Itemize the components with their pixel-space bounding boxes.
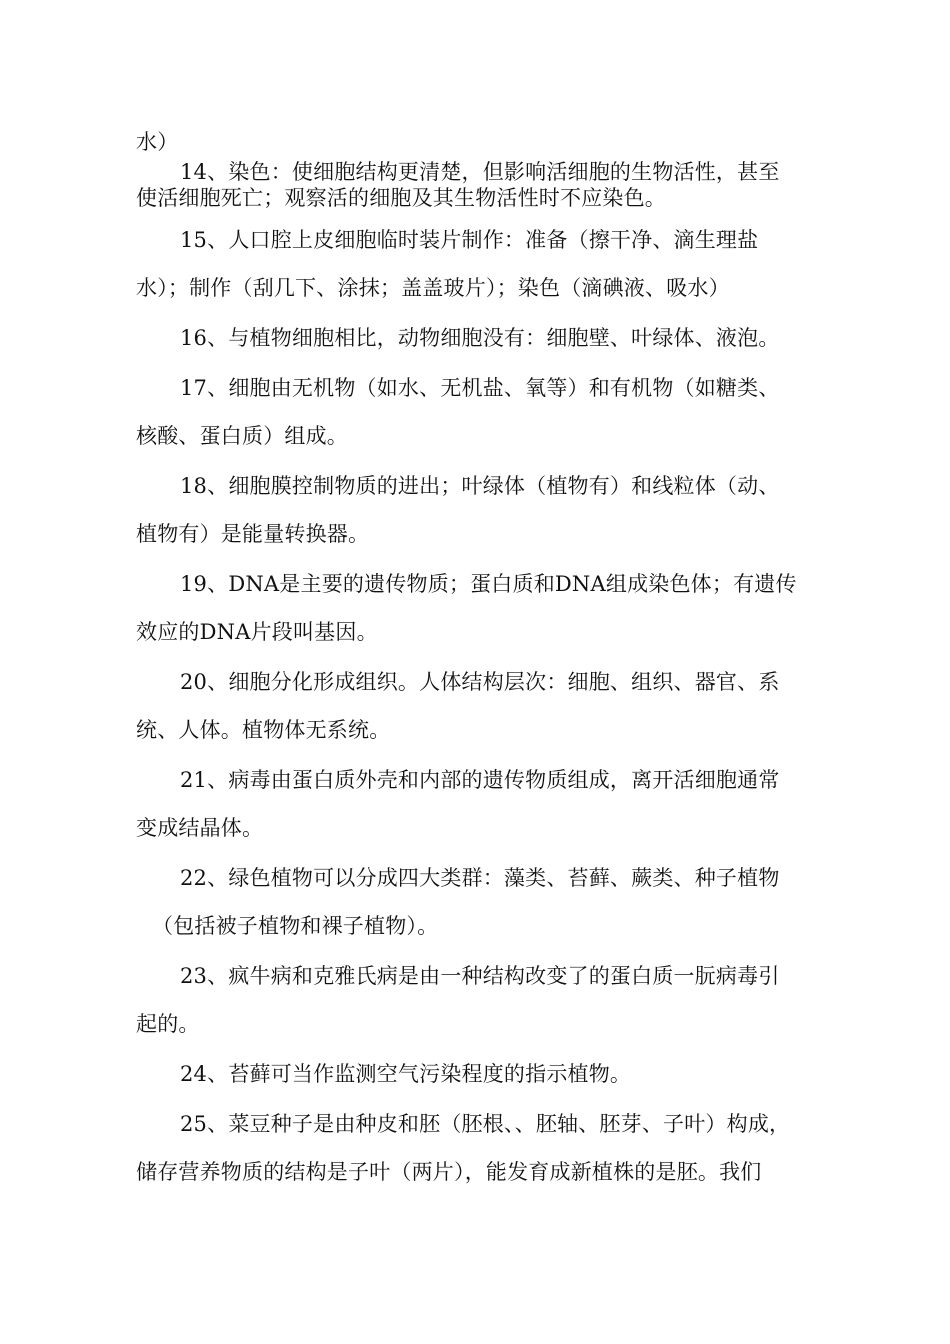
- text-line: 14、染色：使细胞结构更清楚，但影响活细胞的生物活性，甚至: [180, 160, 780, 184]
- text-line: 核酸、蛋白质）组成。: [136, 424, 348, 448]
- text-line: 统、人体。植物体无系统。: [136, 718, 391, 742]
- text-line: 25、菜豆种子是由种皮和胚（胚根、、胚轴、胚芽、子叶）构成，: [180, 1112, 791, 1136]
- text-line: 水）；制作（刮几下、涂抹；盖盖玻片）；染色（滴碘液、吸水）: [136, 276, 730, 300]
- text-line: （包括被子植物和裸子植物）。: [152, 914, 439, 938]
- text-line: 储存营养物质的结构是子叶（两片），能发育成新植株的是胚。我们: [136, 1160, 762, 1184]
- text-line: 16、与植物细胞相比，动物细胞没有：细胞壁、叶绿体、液泡。: [180, 326, 780, 350]
- text-line: 18、细胞膜控制物质的进出；叶绿体（植物有）和线粒体（动、: [180, 474, 780, 498]
- text-line: 20、细胞分化形成组织。人体结构层次：细胞、组织、器官、系: [180, 670, 780, 694]
- text-line: 24、苔藓可当作监测空气污染程度的指示植物。: [180, 1062, 632, 1086]
- text-line: 22、绿色植物可以分成四大类群：藻类、苔藓、蕨类、种子植物: [180, 866, 780, 890]
- text-line: 效应的DNA片段叫基因。: [136, 620, 378, 644]
- text-line: 15、人口腔上皮细胞临时装片制作：准备（擦干净、滴生理盐: [180, 228, 759, 252]
- text-line: 23、疯牛病和克雅氏病是由一种结构改变了的蛋白质一朊病毒引: [180, 964, 780, 988]
- text-line: 21、病毒由蛋白质外壳和内部的遗传物质组成，离开活细胞通常: [180, 768, 780, 792]
- text-line: 水）: [136, 130, 179, 154]
- text-line: 起的。: [136, 1012, 200, 1036]
- text-line: 19、DNA是主要的遗传物质；蛋白质和DNA组成染色体；有遗传: [180, 572, 797, 596]
- text-line: 使活细胞死亡；观察活的细胞及其生物活性时不应染色。: [136, 186, 666, 210]
- text-line: 变成结晶体。: [136, 816, 264, 840]
- text-line: 植物有）是能量转换器。: [136, 522, 370, 546]
- text-line: 17、细胞由无机物（如水、无机盐、氧等）和有机物（如糖类、: [180, 376, 780, 400]
